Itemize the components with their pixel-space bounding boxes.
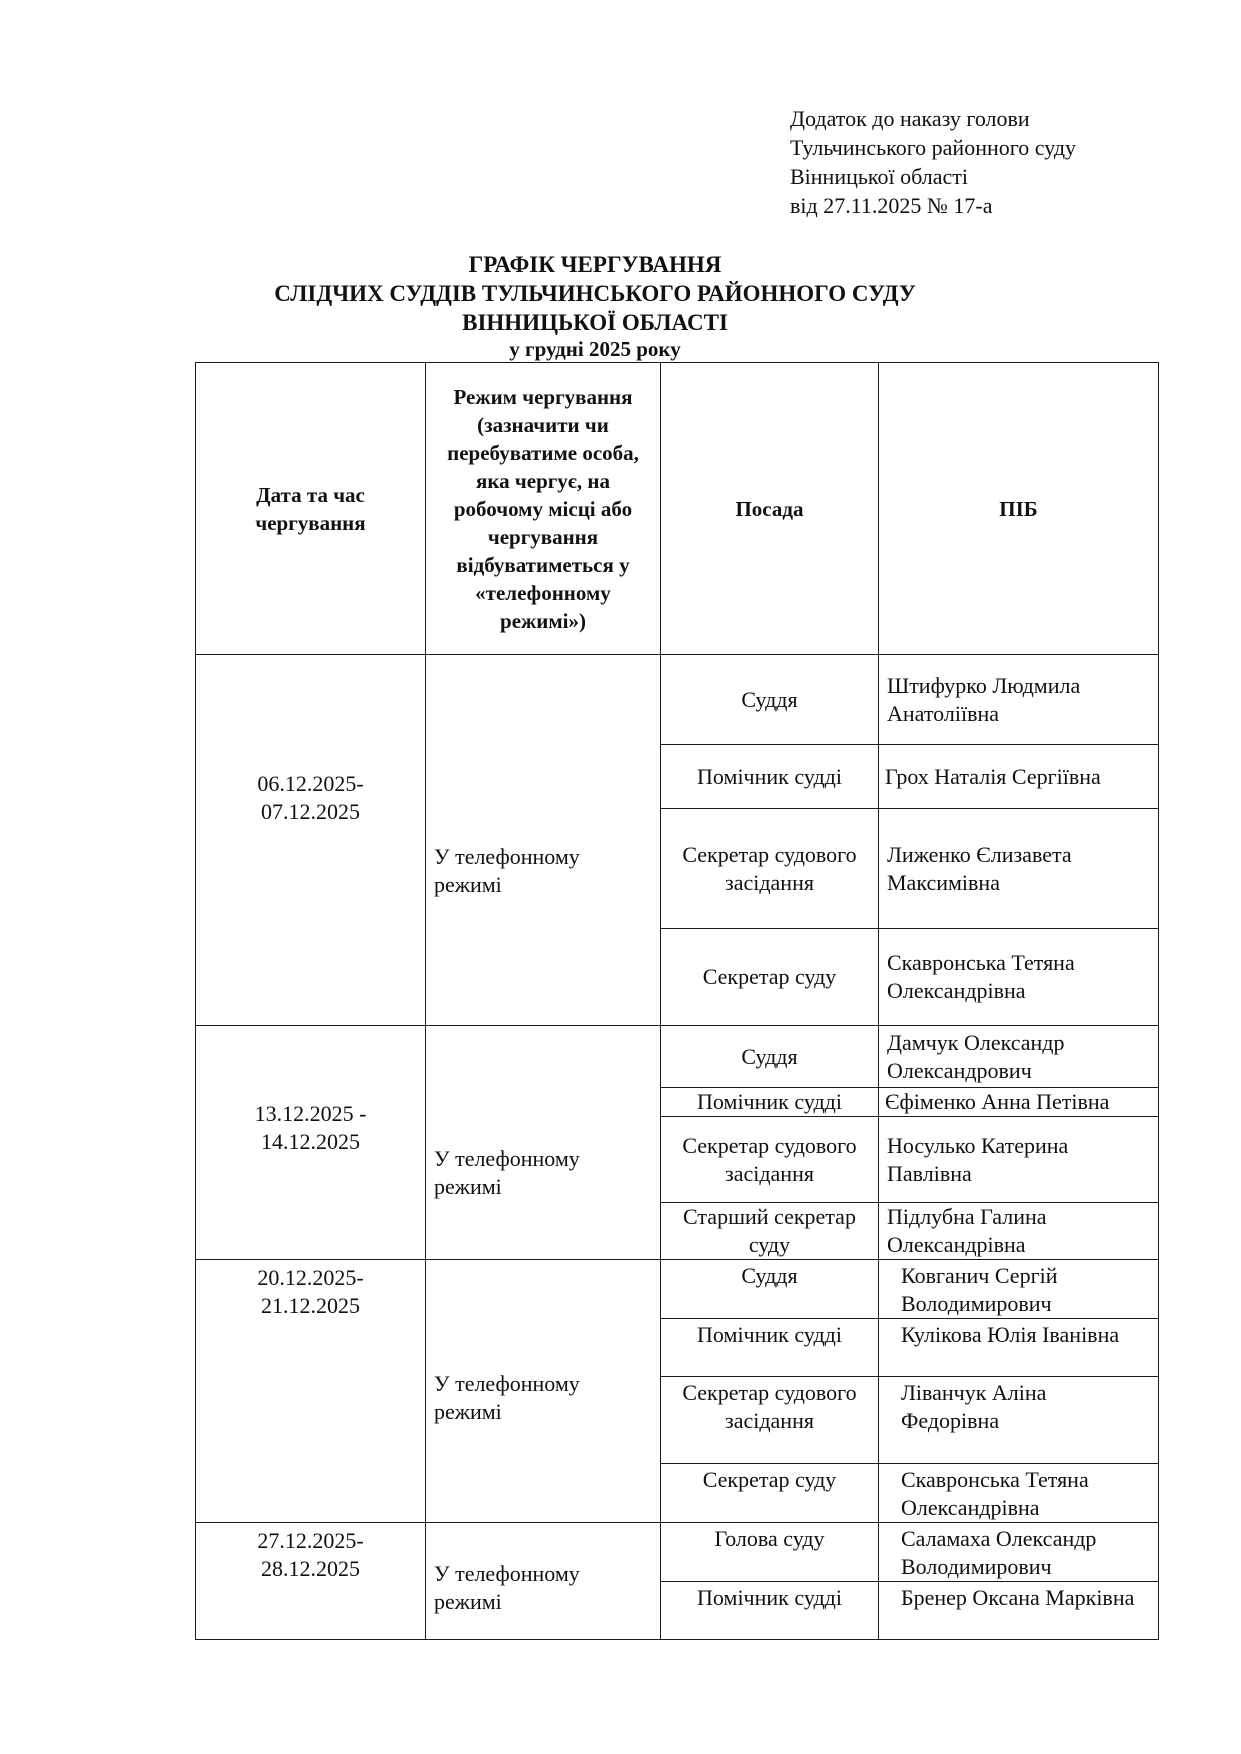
position-cell: Суддя <box>661 655 879 745</box>
name-cell: Скавронська Тетяна Олександрівна <box>879 929 1159 1026</box>
date-end: 07.12.2025 <box>261 799 360 824</box>
name-cell: Лиженко Єлизавета Максимівна <box>879 809 1159 929</box>
date-cell <box>196 1260 426 1523</box>
mode-line: режимі <box>434 872 502 897</box>
name-cell: Підлубна Галина Олександрівна <box>879 1203 1159 1260</box>
appendix-line: Додаток до наказу голови <box>790 106 1030 131</box>
position-cell: Помічник судді <box>661 1582 879 1640</box>
title-line: СЛІДЧИХ СУДДІВ ТУЛЬЧИНСЬКОГО РАЙОННОГО СУДУ <box>274 281 916 306</box>
header-position: Посада <box>661 363 879 655</box>
name-cell: Ковганич Сергій Володимирович <box>879 1260 1159 1319</box>
position-cell: Помічник судді <box>661 745 879 809</box>
date-start: 20.12.2025- <box>257 1265 364 1290</box>
title-line: ВІННИЦЬКОЇ ОБЛАСТІ <box>462 310 728 335</box>
date-cell <box>196 1026 426 1260</box>
position-cell: Помічник судді <box>661 1319 879 1377</box>
appendix-note <box>790 104 1210 220</box>
name-cell: Штифурко Людмила Анатоліївна <box>879 655 1159 745</box>
mode-cell <box>426 1026 661 1260</box>
table-row <box>196 1523 1159 1582</box>
date-start: 13.12.2025 - <box>254 1100 367 1126</box>
position-cell: Секретар судового засідання <box>661 809 879 929</box>
name-cell: Грох Наталія Сергіївна <box>879 745 1159 809</box>
table-header-row <box>196 363 1159 655</box>
name-cell: Дамчук Олександр Олександрович <box>879 1026 1159 1088</box>
position-cell: Суддя <box>661 1026 879 1088</box>
position-cell: Суддя <box>661 1260 879 1319</box>
appendix-line: від 27.11.2025 № 17-а <box>790 193 993 218</box>
position-cell: Секретар суду <box>661 1464 879 1523</box>
position-cell: Помічник судді <box>661 1088 879 1117</box>
position-cell: Секретар судового засідання <box>661 1117 879 1203</box>
name-cell: Скавронська Тетяна Олександрівна <box>879 1464 1159 1523</box>
mode-line: режимі <box>434 1399 502 1424</box>
name-cell: Ліванчук Аліна Федорівна <box>879 1377 1159 1464</box>
date-start: 06.12.2025- <box>257 771 364 796</box>
appendix-line: Тульчинського районного суду <box>790 135 1077 160</box>
mode-cell <box>426 1523 661 1640</box>
header-date: Дата та час чергування <box>196 363 426 655</box>
document-title <box>180 250 1010 361</box>
mode-line: режимі <box>434 1589 502 1614</box>
date-cell <box>196 1523 426 1640</box>
title-period: у грудні 2025 року <box>509 337 681 361</box>
duty-schedule-table <box>195 362 1159 1640</box>
table-row <box>196 1260 1159 1319</box>
date-start: 27.12.2025- <box>257 1528 364 1553</box>
position-cell: Секретар суду <box>661 929 879 1026</box>
mode-line: режимі <box>434 1173 502 1199</box>
mode-line: У телефонному <box>434 1371 580 1396</box>
mode-cell <box>426 655 661 1026</box>
name-cell: Носулько Катерина Павлівна <box>879 1117 1159 1203</box>
position-cell: Секретар судового засідання <box>661 1377 879 1464</box>
name-cell: Єфіменко Анна Петівна <box>879 1088 1159 1117</box>
position-cell: Голова суду <box>661 1523 879 1582</box>
header-mode: Режим чергування (зазначити чи перебуватиме особа, яка чергує, на робочому місці або чергування відбуватиметься у «телефонному режимі») <box>426 363 661 655</box>
mode-cell <box>426 1260 661 1523</box>
date-end: 28.12.2025 <box>261 1556 360 1581</box>
appendix-line: Вінницької області <box>790 164 968 189</box>
date-end: 21.12.2025 <box>261 1293 360 1318</box>
header-name: ПІБ <box>879 363 1159 655</box>
table-row <box>196 1026 1159 1088</box>
name-cell: Бренер Оксана Марківна <box>879 1582 1159 1640</box>
date-end: 14.12.2025 <box>261 1128 360 1154</box>
table-row <box>196 655 1159 745</box>
mode-line: У телефонному <box>434 1145 580 1171</box>
date-cell <box>196 655 426 1026</box>
title-line: ГРАФІК ЧЕРГУВАННЯ <box>468 252 722 277</box>
mode-line: У телефонному <box>434 1561 580 1586</box>
position-cell: Старший секретар суду <box>661 1203 879 1260</box>
name-cell: Саламаха Олександр Володимирович <box>879 1523 1159 1582</box>
name-cell: Кулікова Юлія Іванівна <box>879 1319 1159 1377</box>
mode-line: У телефонному <box>434 844 580 869</box>
